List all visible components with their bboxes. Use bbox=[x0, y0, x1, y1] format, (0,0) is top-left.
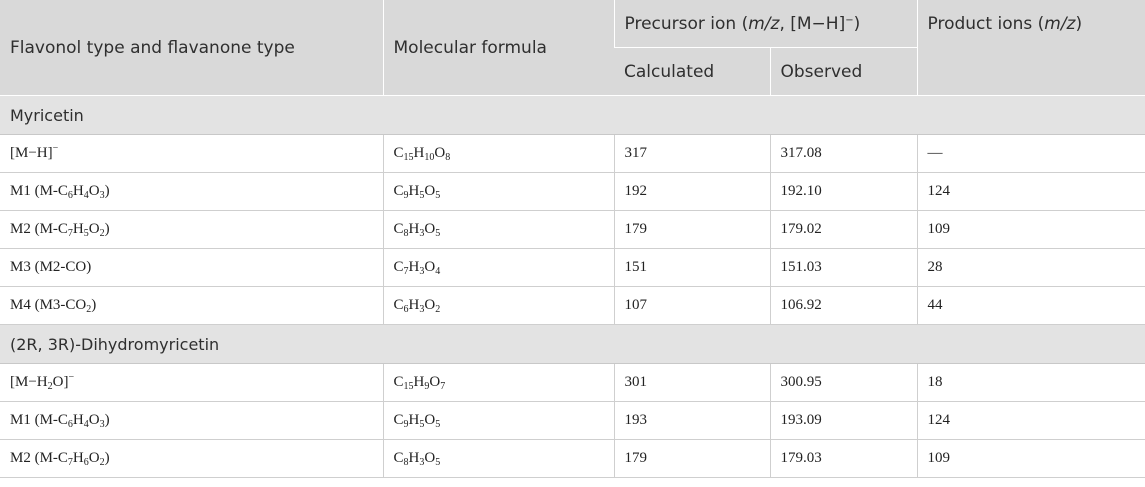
table-body bbox=[0, 96, 1145, 478]
cell-calculated: 193 bbox=[614, 402, 770, 440]
cell-product-ions: 109 bbox=[917, 440, 1145, 478]
cell-formula: $C_9H_5O_5$ bbox=[383, 173, 614, 211]
cell-calculated: 192 bbox=[614, 173, 770, 211]
table-row bbox=[0, 249, 1145, 287]
header-precursor-pre: Precursor ion ( bbox=[624, 13, 749, 34]
header-product-ions bbox=[917, 0, 1145, 96]
cell-compound: M1 $(M-C_6H_4O_3)$ bbox=[0, 402, 383, 440]
table-row bbox=[0, 135, 1145, 173]
cell-product-ions: — bbox=[917, 135, 1145, 173]
header-observed: Observed bbox=[770, 48, 917, 96]
group-row bbox=[0, 96, 1145, 135]
table-row bbox=[0, 287, 1145, 325]
cell-calculated: 179 bbox=[614, 440, 770, 478]
group-row bbox=[0, 325, 1145, 364]
cell-formula: $C_7H_3O_4$ bbox=[383, 249, 614, 287]
cell-calculated: 301 bbox=[614, 364, 770, 402]
header-precursor-post: , [M−H] bbox=[779, 13, 846, 34]
cell-compound: M4 $(M3-CO_2)$ bbox=[0, 287, 383, 325]
cell-observed: 151.03 bbox=[770, 249, 917, 287]
cell-calculated: 179 bbox=[614, 211, 770, 249]
cell-compound: [M−H]− bbox=[0, 135, 383, 173]
header-precursor-sup: − bbox=[845, 14, 854, 26]
header-product-pre: Product ions ( bbox=[927, 14, 1045, 34]
cell-calculated: 107 bbox=[614, 287, 770, 325]
header-precursor-italic: m/z bbox=[748, 13, 780, 34]
cell-compound: $[M-H_2O]^-$ bbox=[0, 364, 383, 402]
cell-observed: 179.03 bbox=[770, 440, 917, 478]
cell-observed: 300.95 bbox=[770, 364, 917, 402]
header-calculated: Calculated bbox=[614, 48, 770, 96]
header-product-italic: m/z bbox=[1044, 14, 1076, 34]
group-label: Myricetin bbox=[0, 96, 1145, 135]
cell-product-ions: 28 bbox=[917, 249, 1145, 287]
header-flavonol-type: Flavonol type and flavanone type bbox=[0, 0, 383, 96]
table-row bbox=[0, 211, 1145, 249]
cell-formula: $C_{15}H_9O_7$ bbox=[383, 364, 614, 402]
cell-observed: 192.10 bbox=[770, 173, 917, 211]
cell-calculated: 151 bbox=[614, 249, 770, 287]
header-molecular-formula: Molecular formula bbox=[383, 0, 614, 96]
table-row bbox=[0, 402, 1145, 440]
cell-formula: $C_8H_3O_5$ bbox=[383, 211, 614, 249]
cell-compound: M2 $(M-C_7H_6O_2)$ bbox=[0, 440, 383, 478]
header-precursor-close: ) bbox=[853, 13, 861, 34]
cell-product-ions: 124 bbox=[917, 402, 1145, 440]
cell-observed: 179.02 bbox=[770, 211, 917, 249]
table-row bbox=[0, 440, 1145, 478]
cell-observed: 106.92 bbox=[770, 287, 917, 325]
cell-product-ions: 44 bbox=[917, 287, 1145, 325]
cell-product-ions: 109 bbox=[917, 211, 1145, 249]
cell-compound: M3 (M2-CO) bbox=[0, 249, 383, 287]
cell-calculated: 317 bbox=[614, 135, 770, 173]
cell-observed: 317.08 bbox=[770, 135, 917, 173]
table-row bbox=[0, 364, 1145, 402]
cell-formula: $C_8H_3O_5$ bbox=[383, 440, 614, 478]
cell-formula: $C_9H_5O_5$ bbox=[383, 402, 614, 440]
cell-formula: $C_{15}H_{10}O_8$ bbox=[383, 135, 614, 173]
header-precursor-ion bbox=[614, 0, 917, 48]
cell-product-ions: 124 bbox=[917, 173, 1145, 211]
group-label: (2R, 3R)-Dihydromyricetin bbox=[0, 325, 1145, 364]
table-row bbox=[0, 173, 1145, 211]
cell-formula: $C_6H_3O_2$ bbox=[383, 287, 614, 325]
cell-compound: M2 $(M-C_7H_5O_2)$ bbox=[0, 211, 383, 249]
cell-product-ions: 18 bbox=[917, 364, 1145, 402]
cell-compound: M1 $(M-C_6H_4O_3)$ bbox=[0, 173, 383, 211]
cell-observed: 193.09 bbox=[770, 402, 917, 440]
header-product-close: ) bbox=[1075, 14, 1083, 34]
